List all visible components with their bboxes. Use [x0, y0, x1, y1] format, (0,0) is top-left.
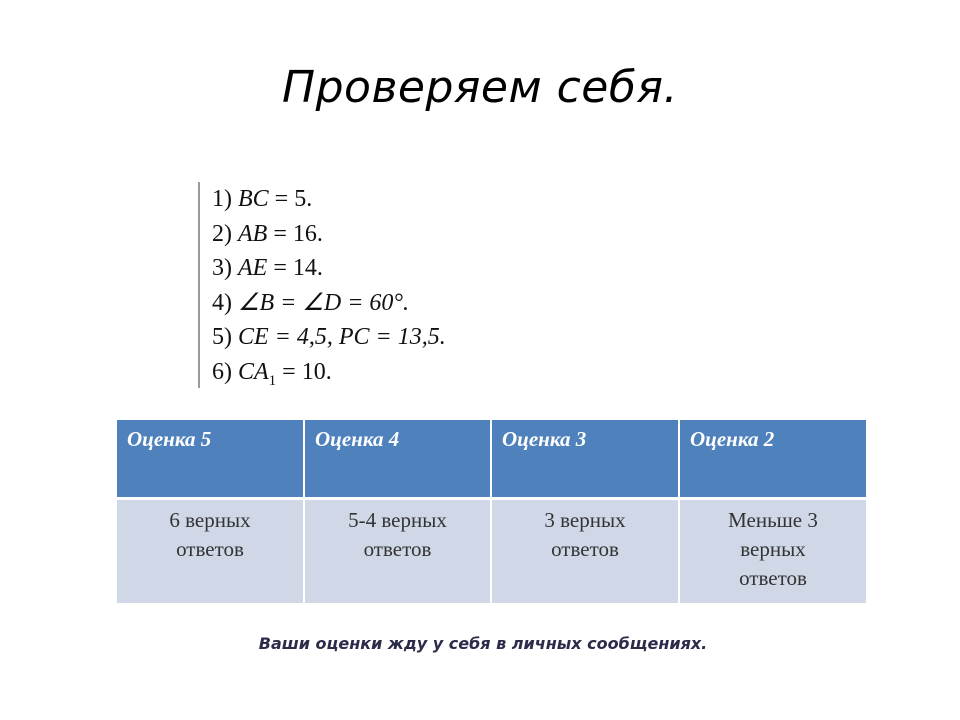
criteria-text: 5-4 верных ответов [348, 508, 447, 561]
answer-segment: AB [238, 220, 268, 247]
answer-number: 6) [212, 358, 232, 385]
answer-segment: AE [238, 255, 268, 282]
answer-item-3 [212, 251, 446, 286]
answer-value: = 16. [267, 220, 323, 247]
criteria-text: 6 верных ответов [169, 508, 251, 561]
slide-title: Проверяем себя. [282, 62, 678, 113]
answer-value: = 14. [267, 255, 323, 282]
answer-value: = 5. [268, 186, 313, 212]
grading-header-row [117, 420, 866, 499]
grade-header-5: Оценка 5 [117, 420, 304, 499]
answer-number: 3) [212, 255, 232, 282]
grade-criteria-2 [679, 499, 866, 604]
grade-criteria-4 [304, 499, 491, 604]
footer-note: Ваши оценки жду у себя в личных сообщениях. [258, 634, 708, 653]
answers-image [198, 178, 498, 390]
answers-list [212, 182, 446, 398]
answer-segment: BC [238, 186, 269, 212]
grade-criteria-3 [491, 499, 679, 604]
answer-item-4 [212, 286, 446, 321]
grading-table [117, 420, 866, 603]
grade-criteria-5 [117, 499, 304, 604]
criteria-text: Меньше 3 верных ответов [728, 508, 818, 590]
answer-item-1 [212, 182, 446, 217]
answer-number: 1) [212, 186, 232, 212]
answer-number: 4) [212, 289, 232, 316]
answer-text: CE = 4,5, PC = 13,5. [238, 324, 446, 351]
answer-item-5 [212, 320, 446, 355]
grading-criteria-row [117, 499, 866, 604]
grade-header-2: Оценка 2 [679, 420, 866, 499]
answer-value: = 10. [276, 358, 332, 385]
answer-subscript: 1 [268, 372, 277, 389]
answer-item-6 [212, 355, 446, 398]
answer-item-2 [212, 217, 446, 252]
answer-segment: CA [238, 358, 269, 385]
answers-left-rule [198, 182, 200, 388]
grade-header-4: Оценка 4 [304, 420, 491, 499]
answer-text: ∠B = ∠D = 60°. [238, 289, 410, 316]
answer-number: 5) [212, 324, 232, 351]
answer-number: 2) [212, 220, 232, 247]
criteria-text: 3 верных ответов [544, 508, 626, 561]
grade-header-3: Оценка 3 [491, 420, 679, 499]
